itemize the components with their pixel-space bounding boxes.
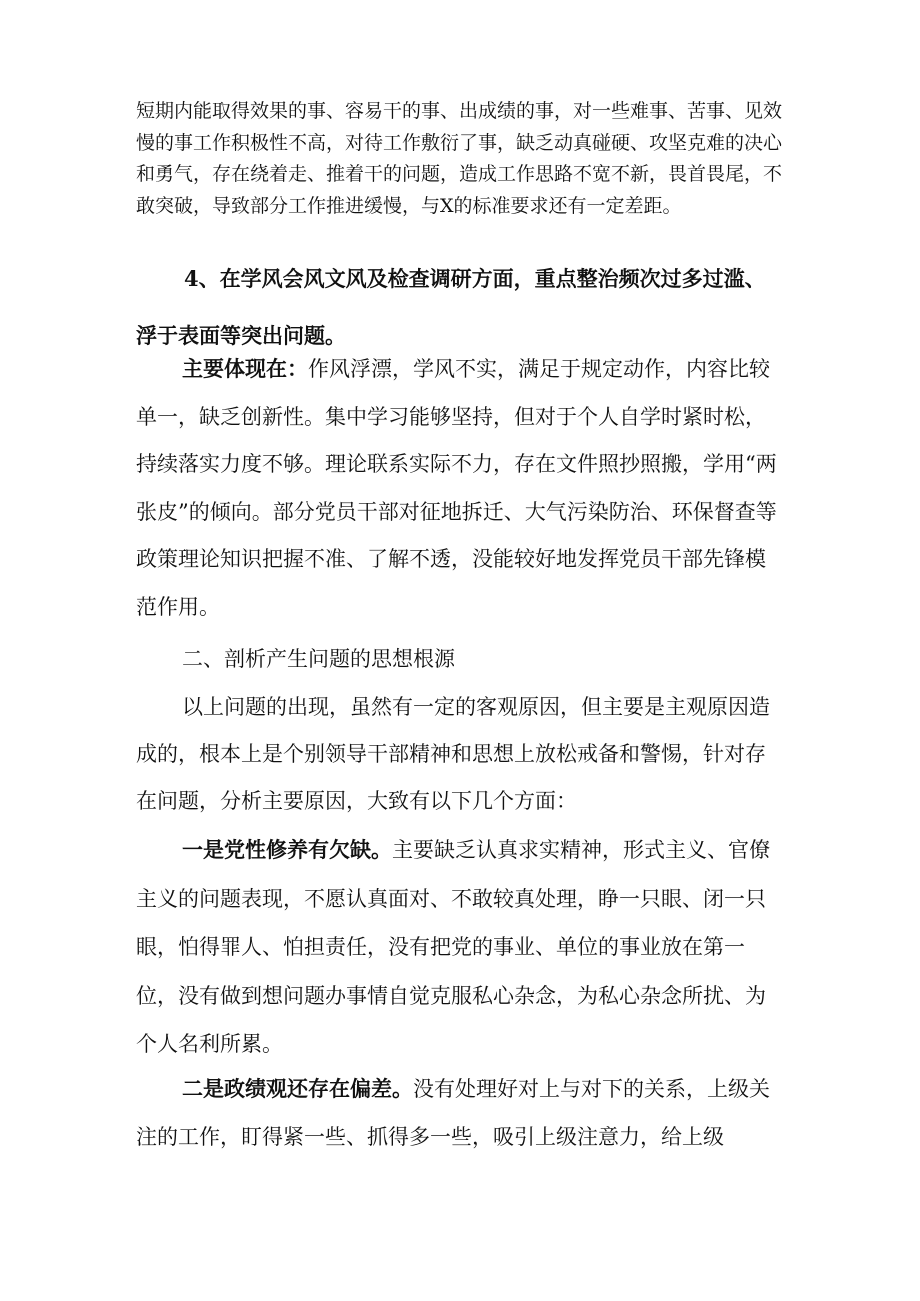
paragraph-body-text: 主要缺乏认真求实精神，形式主义、官僚主义的问题表现，不愿认真面对、不敢较真处理，睁一只眼、闭一只眼，怕得罪人、怕担责任，没有把党的事业、单位的事业放在第一位，没有做到想问题办事情自觉克服私心杂念，为私心杂念所扰、为个人名利所累。	[136, 838, 770, 1056]
paragraph-lead-text: 主要体现在：	[182, 356, 308, 381]
paragraph-body-text: 作风浮漂，学风不实，满足于规定动作，内容比较单一，缺乏创新性。集中学习能够坚持，但对于个人自学时紧时松，持续落实力度不够。理论联系实际不力，存在文件照抄照搬，学用“两张皮”的倾向。部分党员干部对征地拆迁、大气污染防治、环保督查等政策理论知识把握不准、了解不透，没能较好地发挥党员干部先锋模范作用。	[136, 357, 777, 619]
section-heading-2: 二、剖析产生问题的思想根源	[182, 647, 455, 671]
paragraph-lead-text: 一是党性修养有欠缺。	[182, 837, 392, 862]
heading-item-4: 4、在学风会风文风及检查调研方面，重点整治频次过多过滥、浮于表面等突出问题。	[136, 266, 766, 348]
paragraph-reason-1	[136, 826, 784, 1069]
paragraph-reason-2	[136, 1065, 784, 1161]
paragraph-continuation: 短期内能取得效果的事、容易干的事、出成绩的事，对一些难事、苦事、见效慢的事工作积极性不高，对待工作敷衍了事，缺乏动真碰硬、攻坚克难的决心和勇气，存在绕着走、推着干的问题，造成工作思路不宽不新，畏首畏尾，不敢突破，导致部分工作推进缓慢，与X的标准要求还有一定差距。	[136, 100, 783, 217]
paragraph-body-text: 没有处理好对上与对下的关系，上级关注的工作，盯得紧一些、抓得多一些，吸引上级注意力，给上级	[136, 1077, 770, 1149]
paragraph-lead-text: 二是政绩观还存在偏差。	[182, 1076, 413, 1101]
paragraph-main-manifestation	[136, 345, 784, 631]
paragraph-intro: 以上问题的出现，虽然有一定的客观原因，但主要是主观原因造成的，根本上是个别领导干部精神和思想上放松戒备和警惕，针对存在问题，分析主要原因，大致有以下几个方面：	[136, 695, 770, 813]
